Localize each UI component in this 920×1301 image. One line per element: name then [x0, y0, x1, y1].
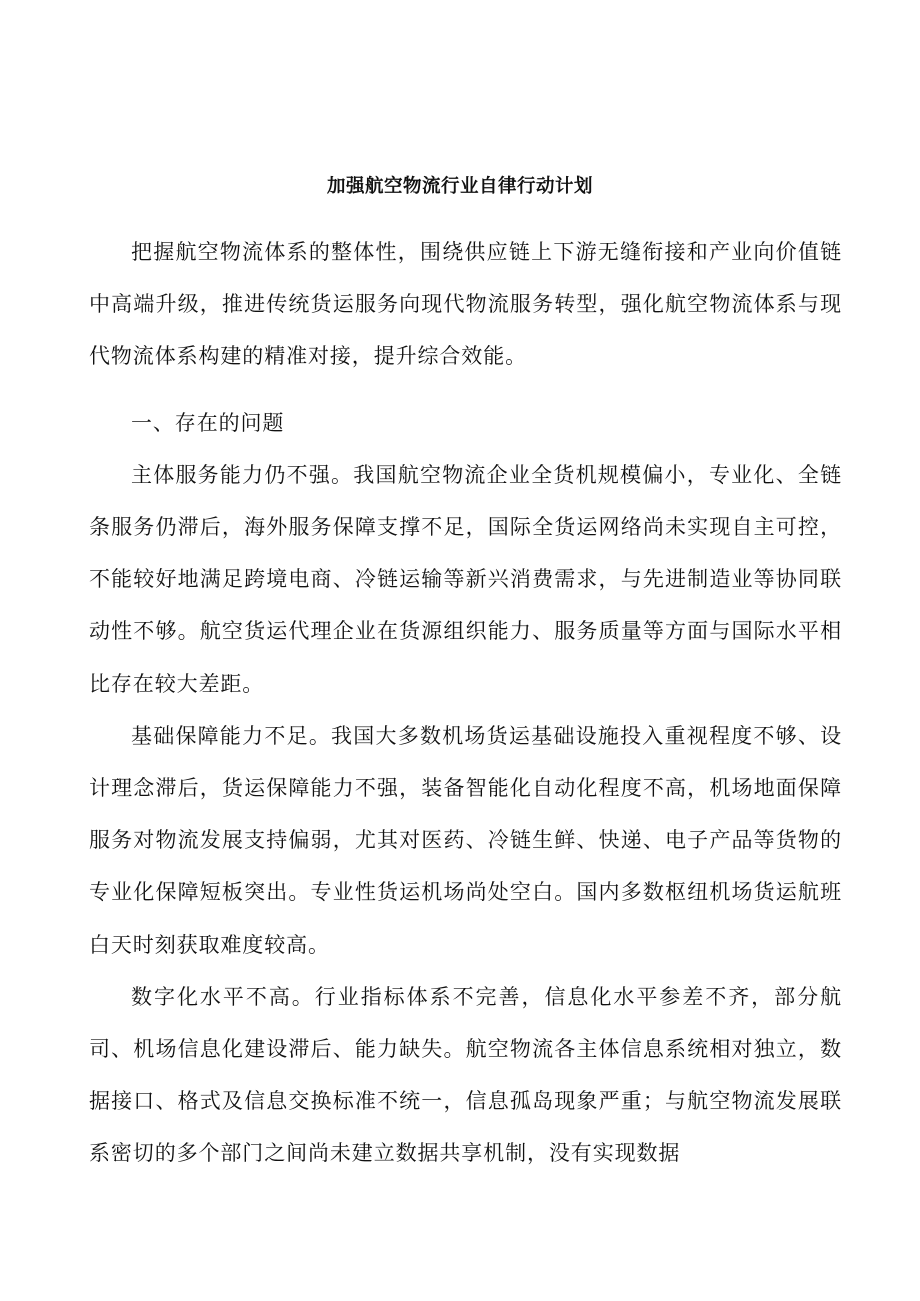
intro-paragraph: 把握航空物流体系的整体性，围绕供应链上下游无缝衔接和产业向价值链中高端升级，推进传统货运服务向现代物流服务转型，强化航空物流体系与现代物流体系构建的精准对接，提升综合效能。 — [89, 240, 842, 369]
paragraph-infrastructure: 基础保障能力不足。我国大多数机场货运基础设施投入重视程度不够、设计理念滞后，货运保障能力不强，装备智能化自动化程度不高，机场地面保障服务对物流发展支持偏弱，尤其对医药、冷链生鲜、快递、电子产品等货物的专业化保障短板突出。专业性货运机场尚处空白。国内多数枢纽机场货运航班白天时刻获取难度较高。 — [89, 723, 842, 957]
paragraph-digitalization: 数字化水平不高。行业指标体系不完善，信息化水平参差不齐，部分航司、机场信息化建设滞后、能力缺失。航空物流各主体信息系统相对独立，数据接口、格式及信息交换标准不统一，信息孤岛现象严重；与航空物流发展联系密切的多个部门之间尚未建立数据共享机制，没有实现数据 — [89, 984, 842, 1166]
section-heading: 一、存在的问题 — [131, 410, 285, 435]
document-title: 加强航空物流行业自律行动计划 — [326, 176, 593, 197]
paragraph-service-capacity: 主体服务能力仍不强。我国航空物流企业全货机规模偏小，专业化、全链条服务仍滞后，海外服务保障支撑不足，国际全货运网络尚未实现自主可控，不能较好地满足跨境电商、冷链运输等新兴消费需求，与先进制造业等协同联动性不够。航空货运代理企业在货源组织能力、服务质量等方面与国际水平相比存在较大差距。 — [89, 462, 842, 696]
document-body — [89, 226, 842, 1180]
